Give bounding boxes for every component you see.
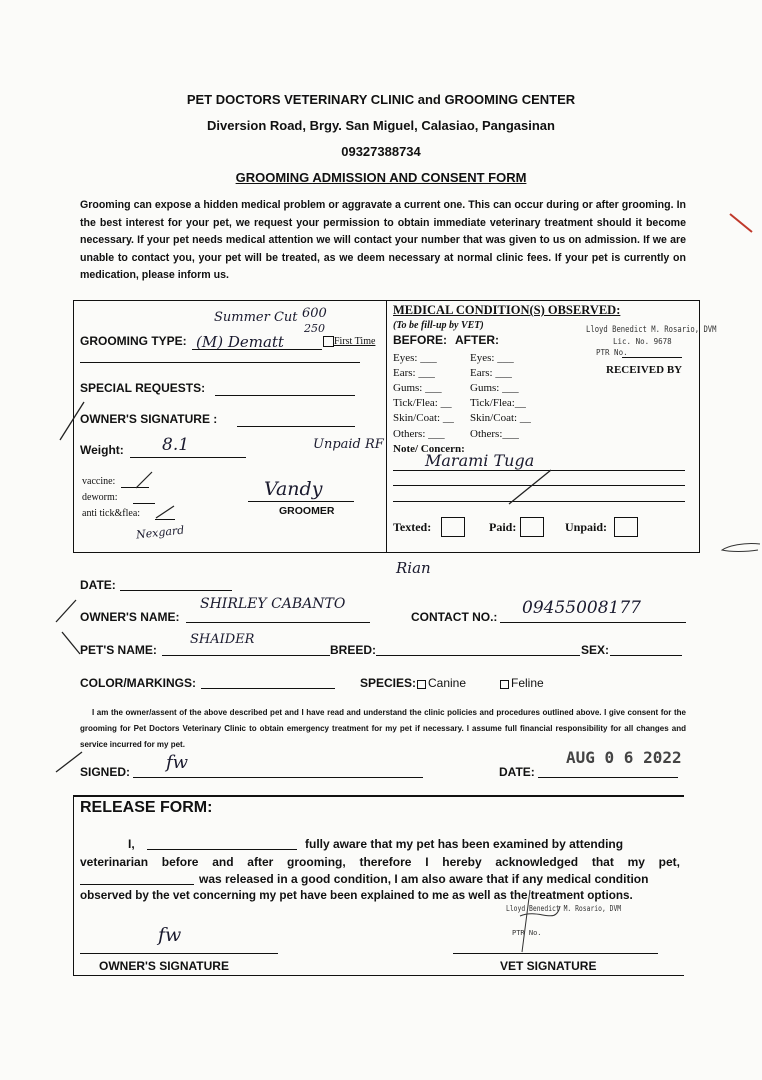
grooming-type-label: GROOMING TYPE:	[80, 334, 187, 348]
release-vet-stamp-name: Lloyd Benedict M. Rosario, DVM	[506, 904, 622, 913]
canine-checkbox[interactable]	[417, 680, 426, 689]
color-label: COLOR/MARKINGS:	[80, 676, 196, 690]
check-mark-icon	[505, 468, 555, 508]
release-line3: was released in a good condition, I am also aware that if any medical condition	[199, 872, 649, 886]
ptr-line	[622, 357, 682, 358]
texted-checkbox[interactable]	[441, 517, 465, 537]
signed-label: SIGNED:	[80, 765, 131, 779]
release-owner-signature-value[interactable]: fw	[158, 924, 182, 946]
release-vet-stamp-ptr: PTR No.	[512, 929, 542, 937]
release-line2: veterinarian before and after grooming, therefore I hereby acknowledged that my pet,	[80, 855, 680, 869]
date-stamp: AUG 0 6 2022	[566, 748, 682, 767]
clinic-name: PET DOCTORS VETERINARY CLINIC and GROOMING CENTER	[186, 92, 576, 107]
owner-name-line	[186, 622, 370, 623]
check-mark-icon	[54, 598, 80, 624]
after-label: AFTER:	[455, 333, 499, 347]
grooming-type-note: Summer Cut	[214, 310, 298, 325]
release-line1: fully aware that my pet has been examined by attending	[305, 837, 624, 851]
red-pen-mark	[728, 210, 758, 236]
before-eyes[interactable]: Eyes: ___	[393, 352, 437, 364]
special-requests-label: SPECIAL REQUESTS:	[80, 381, 206, 395]
groomer-line	[248, 501, 354, 502]
contact-label: CONTACT NO.:	[411, 610, 498, 624]
canine-label: Canine	[428, 676, 467, 690]
pet-name-value[interactable]: SHAIDER	[190, 632, 255, 647]
note-label: Note/ Concern:	[393, 443, 465, 455]
texted-label: Texted:	[393, 520, 432, 534]
breed-field[interactable]	[376, 655, 580, 656]
after-tick[interactable]: Tick/Flea:__	[470, 397, 526, 409]
release-line4: observed by the vet concerning my pet have been explained to me as well as the treatment options.	[80, 889, 633, 902]
before-ears[interactable]: Ears: ___	[393, 367, 435, 379]
form-title: GROOMING ADMISSION AND CONSENT FORM	[235, 170, 527, 185]
anti-tick-label: anti tick&flea:	[82, 508, 141, 519]
date-field[interactable]	[120, 590, 232, 591]
date-handwritten: Rian	[396, 559, 431, 577]
note-value[interactable]: Marami Tuga	[425, 451, 535, 470]
feline-checkbox[interactable]	[500, 680, 509, 689]
signed-line	[133, 777, 423, 778]
grooming-extra-line	[80, 362, 360, 363]
release-vet-sig-line	[453, 953, 658, 954]
vet-stamp-lic: Lic. No. 9678	[613, 337, 672, 346]
owner-signature-label: OWNER'S SIGNATURE :	[80, 412, 218, 426]
color-field[interactable]	[201, 688, 335, 689]
before-tick[interactable]: Tick/Flea: __	[393, 397, 452, 409]
signed-value[interactable]: fw	[166, 752, 189, 773]
received-by-label: RECEIVED BY	[606, 364, 683, 376]
owner-signature-field[interactable]	[237, 426, 355, 427]
sex-field[interactable]	[610, 655, 682, 656]
breed-label: BREED:	[330, 643, 377, 657]
intro-paragraph: Grooming can expose a hidden medical problem or aggravate a current one. This can occur during or after grooming. In the best interest for your pet, we request your permission to obtain immediate veterinary treatment should it become necessary. If your pet needs medical attention we will contact your number that was given to us on admission. If we are unable to contact you, your pet will be treated, as we deem necessary at normal clinic fees. If your pet is currently on medication, please inform us.	[80, 199, 686, 281]
before-others[interactable]: Others: ___	[393, 428, 445, 440]
first-time-label: First Time	[334, 336, 376, 347]
price-600: 600	[302, 306, 327, 321]
before-label: BEFORE:	[393, 333, 447, 347]
pen-stroke-mark	[718, 540, 762, 556]
date2-line	[538, 777, 678, 778]
date2-label: DATE:	[499, 765, 535, 779]
vet-stamp-ptr: PTR No.	[596, 348, 628, 357]
unpaid-note: Unpaid RF	[313, 437, 384, 452]
special-requests-field[interactable]	[215, 395, 355, 396]
release-owner-field[interactable]	[147, 849, 297, 850]
box-divider	[386, 300, 387, 552]
consent-paragraph: I am the owner/assent of the above described pet and I have read and understand the clinic policies and procedures outlined above. I give consent for the grooming for Pet Doctors Veterinary Clinic to obtain emergency treatment for my pet if necessary. I assume full financial responsibility for all changes and service incurred for my pet.	[80, 708, 686, 749]
clinic-address: Diversion Road, Brgy. San Miguel, Calasiao, Pangasinan	[207, 118, 555, 133]
groomer-label: GROOMER	[279, 505, 335, 517]
vaccine-label: vaccine:	[82, 476, 116, 487]
medical-title: MEDICAL CONDITION(S) OBSERVED:	[393, 303, 621, 317]
check-mark-icon	[58, 398, 88, 442]
weight-label: Weight:	[80, 443, 124, 457]
unpaid-checkbox[interactable]	[614, 517, 638, 537]
weight-line	[130, 457, 246, 458]
sex-label: SEX:	[581, 643, 610, 657]
date-label: DATE:	[80, 578, 116, 592]
check-mark-icon	[134, 470, 156, 490]
before-skin[interactable]: Skin/Coat: __	[393, 412, 454, 424]
release-title: RELEASE FORM:	[80, 799, 213, 816]
after-others[interactable]: Others:___	[470, 428, 519, 440]
vet-signature-mark	[500, 886, 580, 956]
contact-line	[500, 622, 686, 623]
pet-name-line	[162, 655, 330, 656]
before-gums[interactable]: Gums: ___	[393, 382, 442, 394]
feline-label: Feline	[511, 676, 544, 690]
groomer-signature: Vandy	[264, 478, 323, 500]
owner-name-value[interactable]: SHIRLEY CABANTO	[200, 596, 346, 612]
after-skin[interactable]: Skin/Coat: __	[470, 412, 531, 424]
contact-value[interactable]: 09455008177	[522, 598, 641, 618]
weight-value[interactable]: 8.1	[162, 435, 190, 455]
medical-subtitle: (To be fill-up by VET)	[393, 320, 484, 331]
after-eyes[interactable]: Eyes: ___	[470, 352, 514, 364]
vet-stamp-name: Lloyd Benedict M. Rosario, DVM	[586, 325, 717, 335]
after-gums[interactable]: Gums: ___	[470, 382, 519, 394]
release-owner-sig-line	[80, 953, 278, 954]
grooming-type-line	[192, 349, 322, 350]
after-ears[interactable]: Ears: ___	[470, 367, 512, 379]
check-mark-icon	[154, 504, 178, 520]
first-time-checkbox[interactable]	[323, 336, 334, 347]
unpaid-label: Unpaid:	[565, 520, 608, 534]
species-label: SPECIES:	[360, 676, 417, 690]
price-250: 250	[304, 322, 325, 335]
grooming-type-value[interactable]: (M) Dematt	[196, 333, 284, 351]
paid-checkbox[interactable]	[520, 517, 544, 537]
paid-label: Paid:	[489, 520, 517, 534]
nexgard-note: Nexgard	[135, 523, 185, 542]
release-vet-signature-label: VET SIGNATURE	[500, 959, 597, 973]
clinic-phone: 09327388734	[341, 144, 421, 159]
owner-name-label: OWNER'S NAME:	[80, 610, 180, 624]
release-pet-field[interactable]	[80, 884, 194, 885]
deworm-field[interactable]	[133, 503, 155, 504]
release-i-label: I,	[128, 837, 135, 851]
pet-name-label: PET'S NAME:	[80, 643, 157, 657]
release-owner-signature-label: OWNER'S SIGNATURE	[99, 959, 229, 973]
deworm-label: deworm:	[82, 492, 118, 503]
